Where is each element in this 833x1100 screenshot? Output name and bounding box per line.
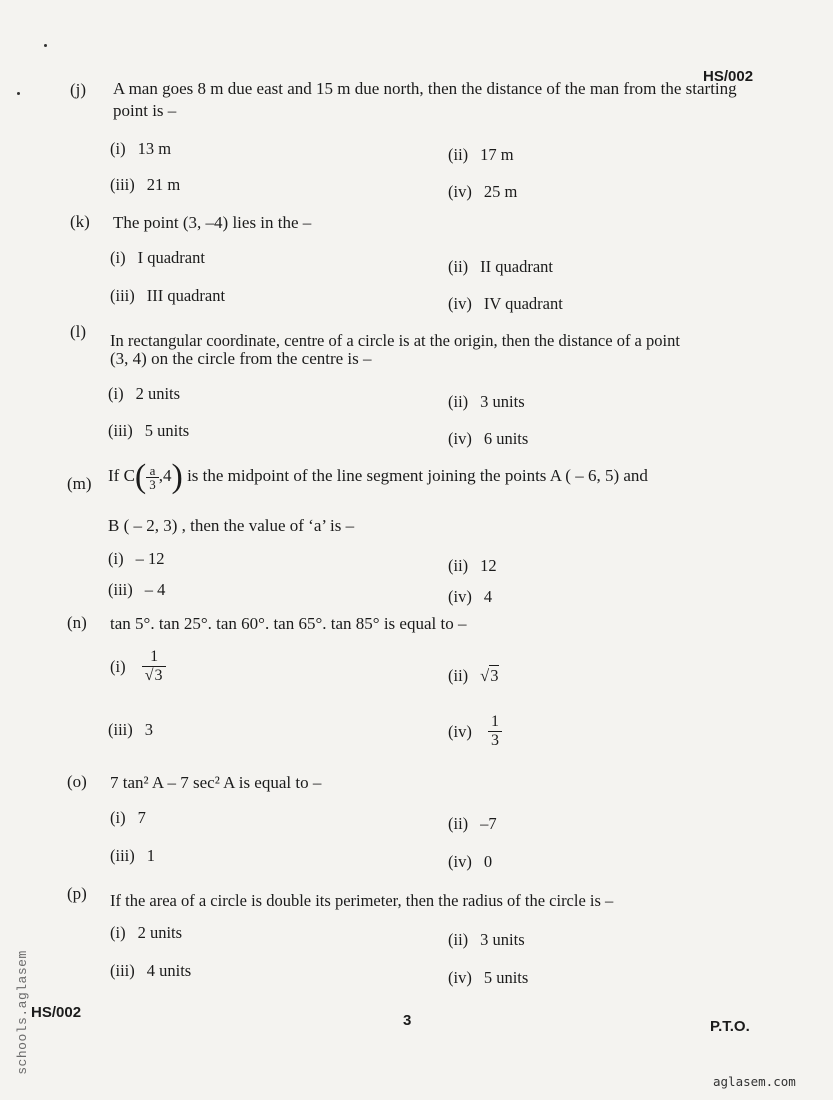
option-j-ii (448, 145, 514, 165)
question-m-text-line1 (108, 458, 648, 495)
option-label: (ii) (448, 666, 469, 685)
option-label: (iii) (110, 961, 135, 980)
option-k-i (110, 248, 205, 268)
option-label: (i) (110, 139, 126, 158)
fraction-1-over-root3 (142, 648, 167, 685)
question-m-coord: ,4 (158, 465, 172, 485)
question-j-number: (j) (70, 80, 87, 99)
header-paper-code: HS/002 (703, 68, 754, 85)
question-k-text: The point (3, –4) lies in the – (113, 213, 312, 232)
option-m-i (108, 549, 164, 569)
option-label: (iv) (448, 294, 472, 313)
option-label: (iii) (110, 175, 135, 194)
option-k-iii (110, 286, 225, 306)
option-value: 1 (146, 846, 155, 865)
question-p-text: If the area of a circle is double its perimeter, then the radius of the circle is – (110, 891, 614, 910)
option-value: 2 units (135, 384, 181, 403)
option-label: (iii) (108, 421, 133, 440)
option-value: 5 units (483, 968, 529, 987)
option-n-iv (448, 713, 502, 750)
option-n-i (110, 648, 166, 685)
option-label: (iii) (108, 720, 133, 739)
option-label: (iv) (448, 721, 472, 741)
option-value: – 4 (144, 580, 166, 599)
option-value: 0 (483, 852, 493, 871)
page-number: 3 (403, 1012, 412, 1029)
option-label: (i) (110, 808, 126, 827)
option-l-ii (448, 392, 525, 412)
fraction-a-over-3 (146, 464, 159, 491)
option-value: 6 units (483, 429, 529, 448)
option-label: (i) (110, 923, 126, 942)
option-m-iii (108, 580, 165, 600)
option-label: (ii) (448, 556, 469, 575)
option-m-ii (448, 556, 497, 576)
option-value: III quadrant (146, 286, 226, 305)
radicand: 3 (490, 666, 499, 685)
option-label: (iv) (448, 587, 472, 606)
option-label: (i) (110, 656, 126, 676)
option-value: 12 (480, 556, 497, 575)
sqrt-symbol: √3 (144, 667, 163, 684)
fraction-denominator: 3 (488, 731, 502, 750)
option-label: (iii) (108, 580, 133, 599)
option-j-i (110, 139, 171, 159)
question-k-number: (k) (70, 212, 90, 231)
option-label: (iii) (110, 286, 135, 305)
radicand: 3 (154, 667, 163, 684)
side-watermark: schools.aglasem (14, 950, 30, 1075)
option-j-iv (448, 182, 517, 202)
option-value: 13 m (137, 139, 172, 158)
fraction-denominator: 3 (146, 477, 159, 491)
option-label: (iii) (110, 846, 135, 865)
fraction-denominator (142, 666, 167, 685)
option-label: (iv) (448, 968, 472, 987)
option-value: 4 (483, 587, 493, 606)
option-value: 3 (144, 720, 153, 739)
scan-dot (44, 44, 47, 47)
right-paren: ) (171, 458, 183, 495)
option-label: (ii) (448, 392, 469, 411)
question-n-number: (n) (67, 613, 87, 632)
question-n-text: tan 5°. tan 25°. tan 60°. tan 65°. tan 85° is equal to – (110, 614, 467, 633)
option-l-i (108, 384, 180, 404)
option-value: 3 units (480, 392, 525, 411)
option-p-iv (448, 968, 528, 988)
option-k-iv (448, 294, 563, 314)
option-value: II quadrant (480, 257, 554, 276)
option-value: 17 m (480, 145, 514, 164)
option-label: (ii) (448, 930, 469, 949)
question-p-number: (p) (67, 884, 87, 903)
option-value: I quadrant (137, 248, 205, 267)
option-label: (i) (108, 384, 124, 403)
option-label: (i) (108, 549, 124, 568)
question-l-number: (l) (70, 322, 87, 341)
left-paren: ( (134, 458, 147, 495)
footer-paper-code: HS/002 (31, 1004, 82, 1021)
option-label: (iv) (448, 182, 472, 201)
fraction-numerator: 1 (490, 713, 499, 730)
option-k-ii (448, 257, 553, 277)
fraction-1-over-3 (488, 713, 502, 750)
option-l-iv (448, 429, 528, 449)
option-o-iv (448, 852, 492, 872)
question-m-text-rest: is the midpoint of the line segment joining the points A ( – 6, 5) and (187, 465, 648, 485)
option-o-iii (110, 846, 155, 866)
sqrt-symbol: √3 (480, 666, 499, 685)
option-value: –7 (480, 814, 497, 833)
question-l-text-line2: (3, 4) on the circle from the centre is – (110, 349, 372, 368)
option-p-iii (110, 961, 191, 981)
option-j-iii (110, 175, 180, 195)
option-p-i (110, 923, 182, 943)
option-value: 7 (137, 808, 146, 827)
fraction-numerator: a (149, 462, 156, 478)
bottom-watermark: aglasem.com (713, 1074, 796, 1089)
option-value: 2 units (137, 923, 183, 942)
option-m-iv (448, 587, 492, 607)
option-n-ii (448, 666, 499, 686)
option-value: 3 units (480, 930, 525, 949)
question-j-text: A man goes 8 m due east and 15 m due north, then the distance of the man from the starting point is – (113, 79, 737, 120)
option-value: 21 m (146, 175, 181, 194)
option-value: 25 m (483, 182, 518, 201)
option-o-ii (448, 814, 497, 834)
please-turn-over: P.T.O. (710, 1018, 750, 1035)
option-label: (iv) (448, 429, 472, 448)
question-l-text-line1: In rectangular coordinate, centre of a circle is at the origin, then the distance of a point (110, 331, 680, 350)
scan-dot (17, 92, 20, 95)
question-o-text: 7 tan² A – 7 sec² A is equal to – (110, 773, 322, 792)
option-p-ii (448, 930, 525, 950)
question-o-number: (o) (67, 772, 87, 791)
option-value: – 12 (135, 549, 165, 568)
option-n-iii (108, 720, 153, 740)
option-value: 5 units (144, 421, 190, 440)
question-m-number: (m) (67, 474, 92, 493)
question-m-text-line2: B ( – 2, 3) , then the value of ‘a’ is – (108, 516, 355, 535)
option-value: 4 units (146, 961, 192, 980)
option-label: (iv) (448, 852, 472, 871)
option-label: (ii) (448, 814, 469, 833)
option-label: (ii) (448, 145, 469, 164)
option-label: (ii) (448, 257, 469, 276)
option-o-i (110, 808, 146, 828)
option-label: (i) (110, 248, 126, 267)
fraction-numerator: 1 (150, 648, 159, 665)
question-m-point-c: C (123, 465, 135, 485)
option-l-iii (108, 421, 189, 441)
option-value: IV quadrant (483, 294, 563, 313)
question-m-if: If (108, 465, 120, 485)
